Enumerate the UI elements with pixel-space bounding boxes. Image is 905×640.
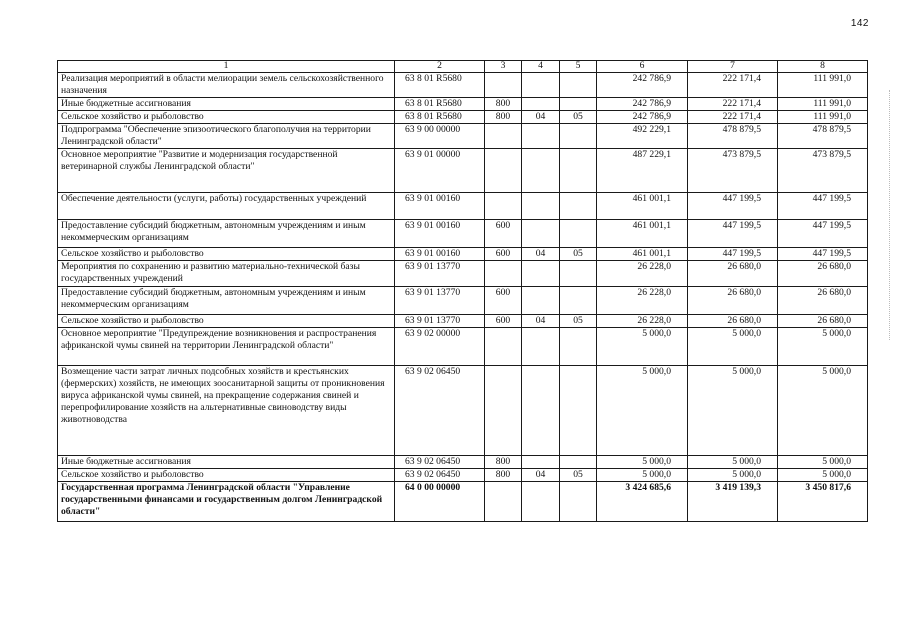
- row-pr: [560, 366, 597, 456]
- row-vr: 800: [485, 111, 522, 124]
- row-pr: [560, 124, 597, 149]
- col-header-3: 3: [485, 61, 522, 73]
- row-value-7: 26 680,0: [688, 261, 778, 287]
- row-rz: [522, 124, 560, 149]
- row-code: 63 8 01 R5680: [395, 73, 485, 98]
- row-name: Предоставление субсидий бюджетным, автономным учреждениям и иным некоммерческим организациям: [58, 220, 395, 248]
- row-name: Мероприятия по сохранению и развитию материально-технической базы государственных учреждений: [58, 261, 395, 287]
- row-pr: 05: [560, 248, 597, 261]
- table-row: [58, 248, 868, 261]
- table-row: [58, 328, 868, 366]
- row-vr: 600: [485, 287, 522, 315]
- row-name: Сельское хозяйство и рыболовство: [58, 469, 395, 482]
- row-value-6: 242 786,9: [597, 111, 688, 124]
- row-vr: [485, 149, 522, 193]
- row-vr: 600: [485, 220, 522, 248]
- row-code: 63 9 01 13770: [395, 287, 485, 315]
- row-code: 63 9 02 06450: [395, 366, 485, 456]
- row-value-8: 26 680,0: [778, 315, 868, 328]
- row-pr: 05: [560, 315, 597, 328]
- row-value-6: 5 000,0: [597, 328, 688, 366]
- row-rz: [522, 73, 560, 98]
- row-name: Государственная программа Ленинградской области "Управление государственными финансами и государственным долгом Ленинградской области": [58, 482, 395, 522]
- row-name: Основное мероприятие "Развитие и модернизация государственной ветеринарной службы Ленинградской области": [58, 149, 395, 193]
- row-value-7: 5 000,0: [688, 328, 778, 366]
- col-header-6: 6: [597, 61, 688, 73]
- row-pr: [560, 220, 597, 248]
- row-pr: [560, 456, 597, 469]
- col-header-4: 4: [522, 61, 560, 73]
- row-pr: [560, 98, 597, 111]
- col-header-7: 7: [688, 61, 778, 73]
- row-vr: [485, 193, 522, 220]
- col-header-8: 8: [778, 61, 868, 73]
- row-code: 63 9 01 13770: [395, 261, 485, 287]
- row-pr: 05: [560, 469, 597, 482]
- row-value-8: 5 000,0: [778, 328, 868, 366]
- table-row: [58, 111, 868, 124]
- row-code: 63 9 02 00000: [395, 328, 485, 366]
- row-code: 63 9 01 00160: [395, 248, 485, 261]
- row-code: 63 9 01 00000: [395, 149, 485, 193]
- row-value-8: 111 991,0: [778, 111, 868, 124]
- table-row: [58, 315, 868, 328]
- row-value-8: 26 680,0: [778, 261, 868, 287]
- col-header-1: 1: [58, 61, 395, 73]
- row-code: 63 8 01 R5680: [395, 111, 485, 124]
- row-vr: 800: [485, 98, 522, 111]
- row-value-8: 3 450 817,6: [778, 482, 868, 522]
- table-row: [58, 98, 868, 111]
- row-pr: [560, 328, 597, 366]
- table-row: [58, 193, 868, 220]
- row-value-7: 222 171,4: [688, 111, 778, 124]
- row-code: 63 9 01 00160: [395, 220, 485, 248]
- row-name: Подпрограмма "Обеспечение эпизоотического благополучия на территории Ленинградской области": [58, 124, 395, 149]
- row-value-8: 473 879,5: [778, 149, 868, 193]
- row-rz: 04: [522, 111, 560, 124]
- row-name: Основное мероприятие "Предупреждение возникновения и распространения африканской чумы свиней на территории Ленинградской области": [58, 328, 395, 366]
- row-vr: 600: [485, 315, 522, 328]
- row-value-7: 447 199,5: [688, 248, 778, 261]
- row-code: 64 0 00 00000: [395, 482, 485, 522]
- row-value-6: 26 228,0: [597, 261, 688, 287]
- row-rz: 04: [522, 469, 560, 482]
- row-vr: [485, 328, 522, 366]
- row-pr: [560, 149, 597, 193]
- row-value-8: 447 199,5: [778, 248, 868, 261]
- row-value-7: 447 199,5: [688, 193, 778, 220]
- row-vr: [485, 124, 522, 149]
- row-value-6: 242 786,9: [597, 98, 688, 111]
- row-pr: [560, 482, 597, 522]
- row-pr: [560, 261, 597, 287]
- row-value-6: 461 001,1: [597, 193, 688, 220]
- row-value-7: 447 199,5: [688, 220, 778, 248]
- row-pr: [560, 193, 597, 220]
- row-value-7: 3 419 139,3: [688, 482, 778, 522]
- col-header-5: 5: [560, 61, 597, 73]
- row-pr: [560, 73, 597, 98]
- table-row: [58, 482, 868, 522]
- table-row: [58, 366, 868, 456]
- row-value-8: 447 199,5: [778, 193, 868, 220]
- row-code: 63 8 01 R5680: [395, 98, 485, 111]
- row-rz: [522, 220, 560, 248]
- row-rz: [522, 328, 560, 366]
- page-number: 142: [850, 18, 869, 29]
- row-value-8: 111 991,0: [778, 73, 868, 98]
- row-vr: [485, 261, 522, 287]
- row-value-8: 111 991,0: [778, 98, 868, 111]
- row-vr: 800: [485, 456, 522, 469]
- row-rz: [522, 482, 560, 522]
- row-code: 63 9 02 06450: [395, 456, 485, 469]
- row-value-6: 3 424 685,6: [597, 482, 688, 522]
- budget-table: [57, 60, 868, 522]
- row-value-6: 5 000,0: [597, 366, 688, 456]
- row-value-6: 492 229,1: [597, 124, 688, 149]
- row-rz: 04: [522, 315, 560, 328]
- table-row: [58, 469, 868, 482]
- row-name: Возмещение части затрат личных подсобных хозяйств и крестьянских (фермерских) хозяйств, не имеющих зоосанитарной защиты от проникновения вируса африканской чумы свиней, на прекращение содержания свиней и перепрофилирование хозяйств на альтернативные свиноводству виды животноводства: [58, 366, 395, 456]
- row-value-6: 242 786,9: [597, 73, 688, 98]
- row-name: Иные бюджетные ассигнования: [58, 98, 395, 111]
- row-value-6: 26 228,0: [597, 315, 688, 328]
- row-value-6: 461 001,1: [597, 220, 688, 248]
- table-row: [58, 287, 868, 315]
- row-rz: [522, 193, 560, 220]
- row-name: Иные бюджетные ассигнования: [58, 456, 395, 469]
- row-code: 63 9 00 00000: [395, 124, 485, 149]
- row-value-8: 5 000,0: [778, 456, 868, 469]
- row-rz: [522, 456, 560, 469]
- row-name: Сельское хозяйство и рыболовство: [58, 315, 395, 328]
- row-value-7: 5 000,0: [688, 469, 778, 482]
- row-value-6: 461 001,1: [597, 248, 688, 261]
- row-rz: [522, 98, 560, 111]
- table-row: [58, 220, 868, 248]
- row-vr: [485, 73, 522, 98]
- row-value-6: 5 000,0: [597, 469, 688, 482]
- row-value-8: 478 879,5: [778, 124, 868, 149]
- row-value-7: 5 000,0: [688, 366, 778, 456]
- row-value-7: 5 000,0: [688, 456, 778, 469]
- header-row: [58, 61, 868, 73]
- table-row: [58, 456, 868, 469]
- scan-margin-line: [889, 90, 891, 340]
- row-vr: 600: [485, 248, 522, 261]
- row-rz: [522, 287, 560, 315]
- row-value-7: 26 680,0: [688, 315, 778, 328]
- row-code: 63 9 01 13770: [395, 315, 485, 328]
- row-value-7: 26 680,0: [688, 287, 778, 315]
- row-name: Сельское хозяйство и рыболовство: [58, 248, 395, 261]
- row-pr: 05: [560, 111, 597, 124]
- row-name: Обеспечение деятельности (услуги, работы) государственных учреждений: [58, 193, 395, 220]
- row-value-8: 5 000,0: [778, 366, 868, 456]
- row-value-8: 5 000,0: [778, 469, 868, 482]
- row-value-8: 26 680,0: [778, 287, 868, 315]
- col-header-2: 2: [395, 61, 485, 73]
- row-name: Предоставление субсидий бюджетным, автономным учреждениям и иным некоммерческим организациям: [58, 287, 395, 315]
- row-vr: [485, 482, 522, 522]
- row-value-6: 5 000,0: [597, 456, 688, 469]
- row-rz: [522, 149, 560, 193]
- row-vr: 800: [485, 469, 522, 482]
- row-pr: [560, 287, 597, 315]
- row-value-7: 222 171,4: [688, 98, 778, 111]
- row-value-6: 487 229,1: [597, 149, 688, 193]
- table-row: [58, 124, 868, 149]
- row-value-6: 26 228,0: [597, 287, 688, 315]
- row-rz: 04: [522, 248, 560, 261]
- row-vr: [485, 366, 522, 456]
- row-value-7: 473 879,5: [688, 149, 778, 193]
- table-row: [58, 73, 868, 98]
- table-row: [58, 261, 868, 287]
- row-name: Сельское хозяйство и рыболовство: [58, 111, 395, 124]
- row-rz: [522, 261, 560, 287]
- row-code: 63 9 01 00160: [395, 193, 485, 220]
- row-name: Реализация мероприятий в области мелиорации земель сельскохозяйственного назначения: [58, 73, 395, 98]
- row-rz: [522, 366, 560, 456]
- row-value-7: 222 171,4: [688, 73, 778, 98]
- row-code: 63 9 02 06450: [395, 469, 485, 482]
- row-value-8: 447 199,5: [778, 220, 868, 248]
- row-value-7: 478 879,5: [688, 124, 778, 149]
- table-row: [58, 149, 868, 193]
